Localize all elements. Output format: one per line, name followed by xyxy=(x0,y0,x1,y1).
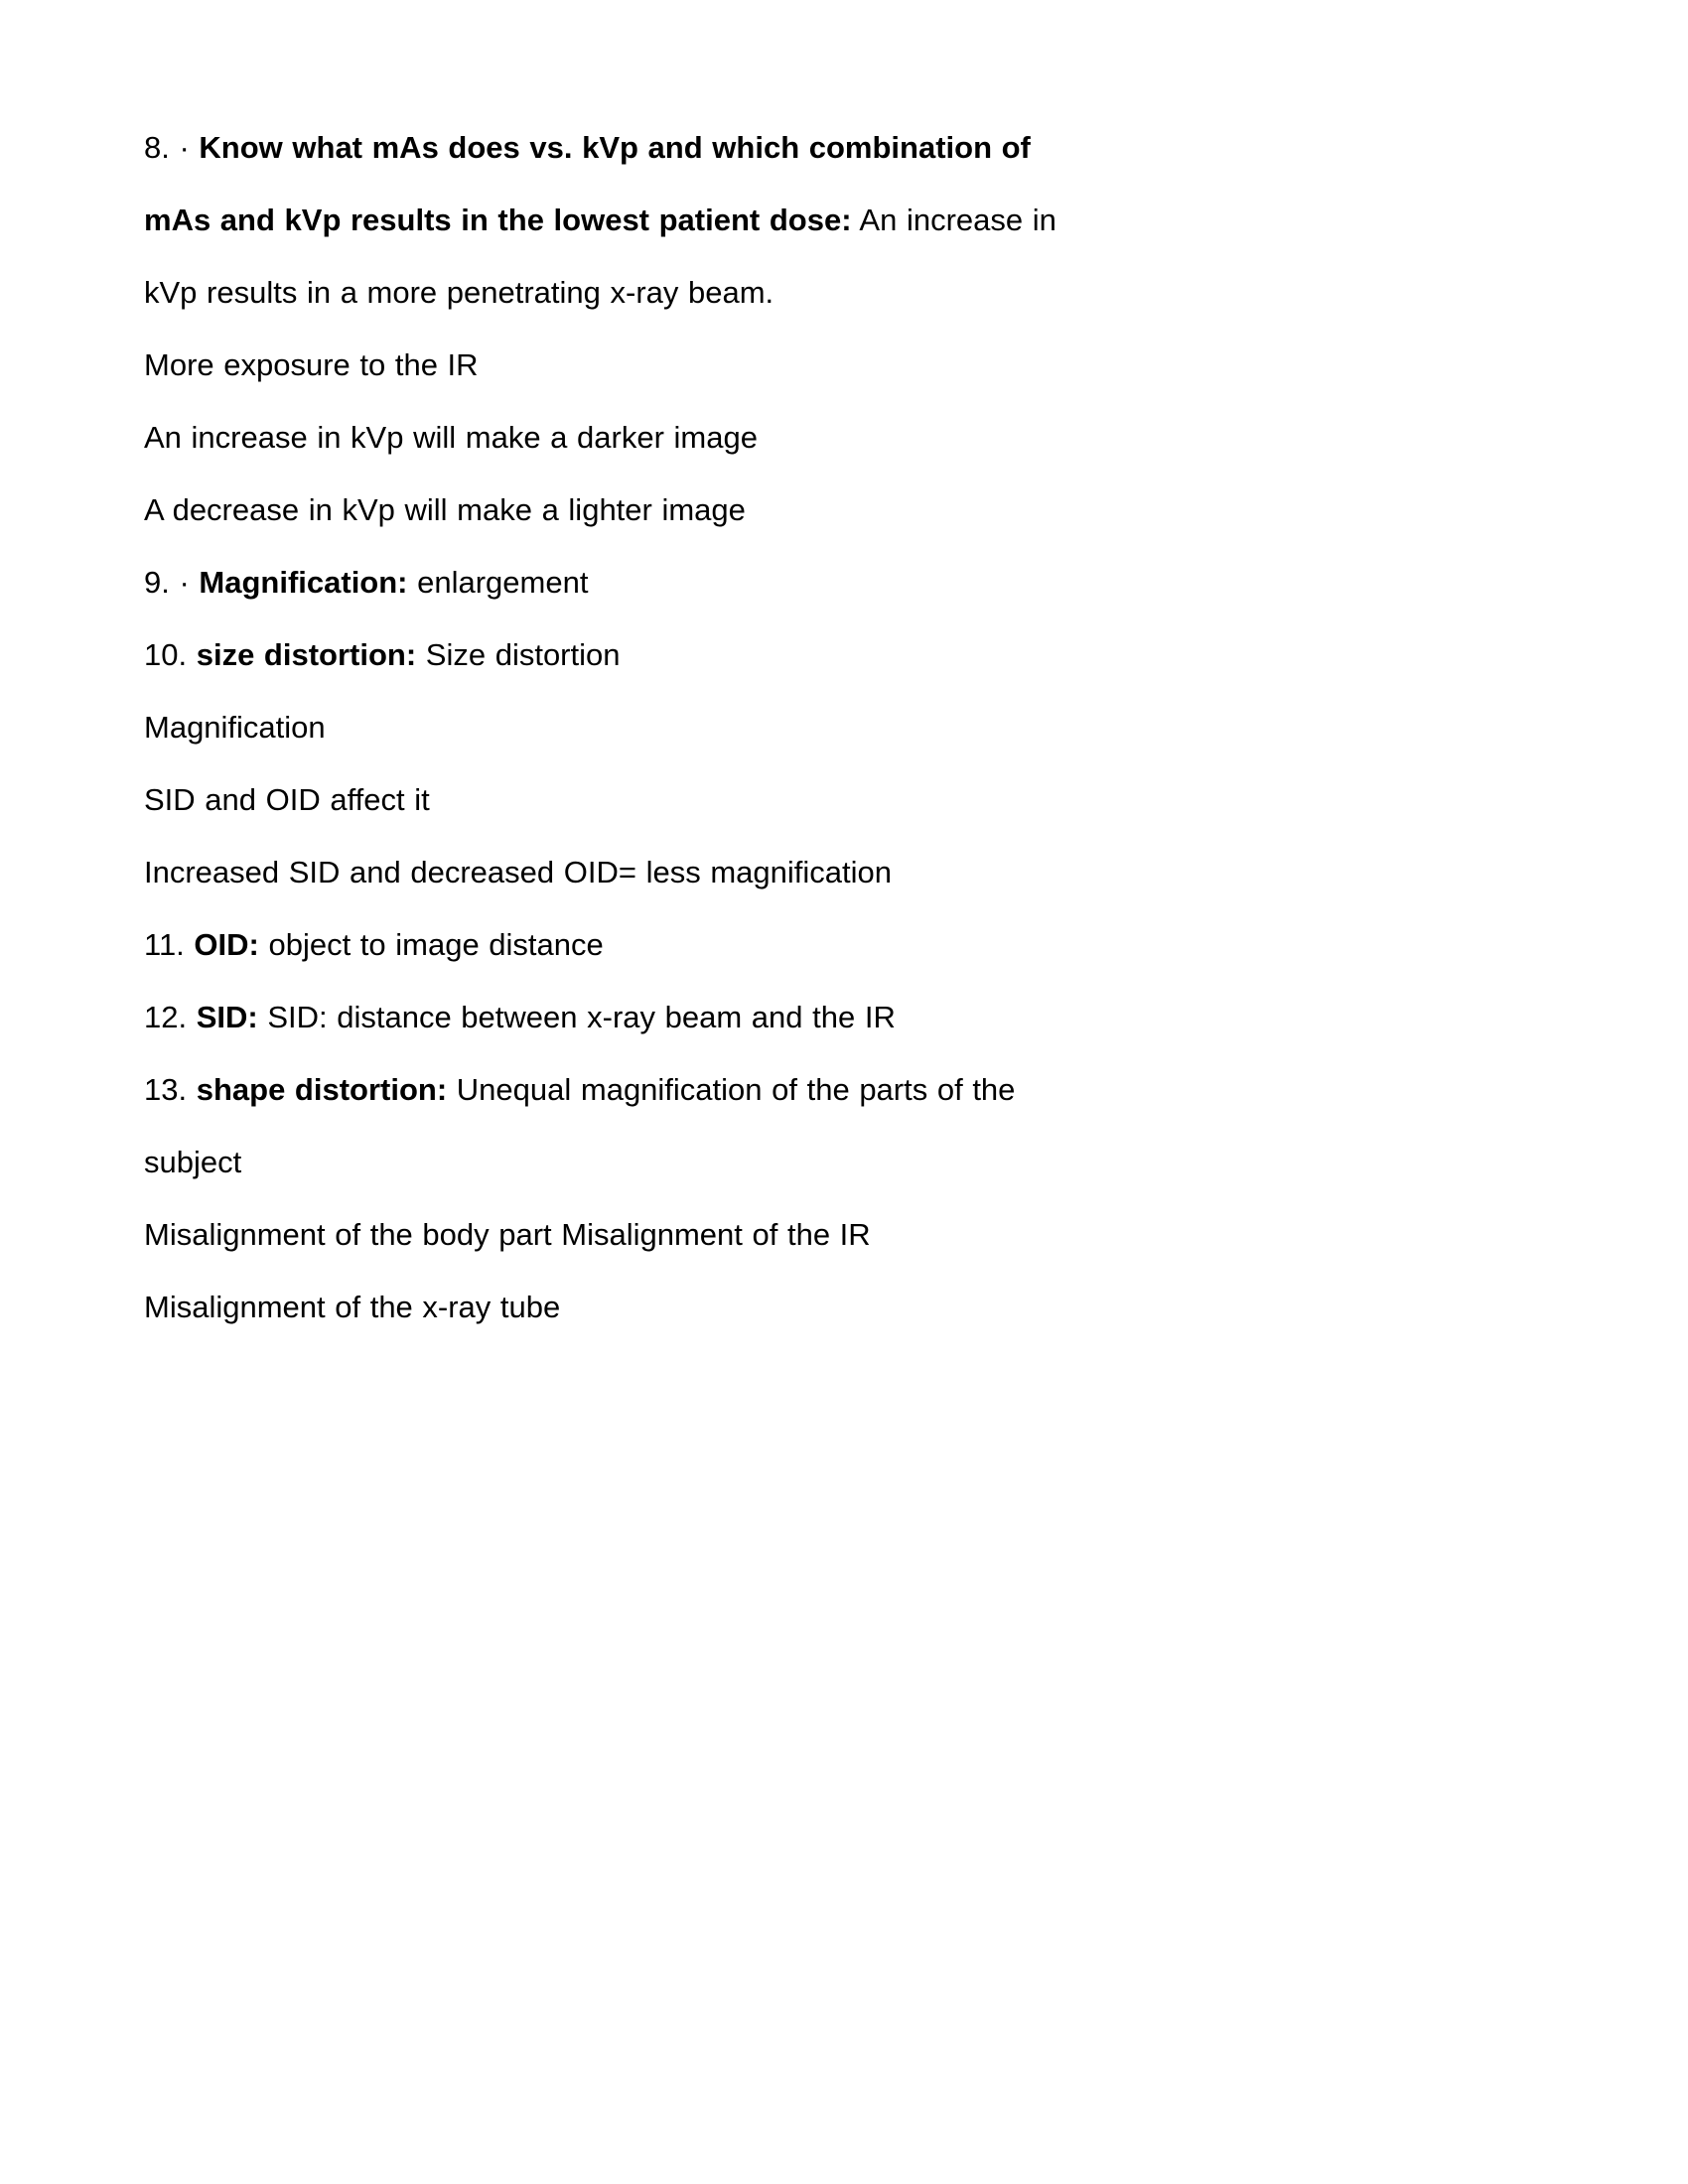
paragraph-item-13 xyxy=(144,1053,1057,1198)
paragraph-body xyxy=(144,474,1057,546)
paragraph-body xyxy=(144,836,1057,908)
body-text: Increased SID and decreased OID= less magnification xyxy=(144,855,892,889)
body-text: An increase in kVp will make a darker image xyxy=(144,420,758,455)
paragraph-body xyxy=(144,763,1057,836)
paragraph-body xyxy=(144,401,1057,474)
definition-text: An increase in kVp results in a more penetrating x-ray beam. xyxy=(144,203,1056,310)
paragraph-item-11 xyxy=(144,908,1057,981)
term-bold: SID: xyxy=(196,1000,258,1034)
body-text: More exposure to the IR xyxy=(144,347,479,382)
body-text: Misalignment of the body part Misalignment of the IR xyxy=(144,1217,871,1252)
paragraph-item-10 xyxy=(144,618,1057,691)
document-content xyxy=(144,111,1057,1343)
body-text: Magnification xyxy=(144,710,326,745)
paragraph-body xyxy=(144,691,1057,763)
term-bold: shape distortion: xyxy=(196,1072,448,1107)
term-bold: OID: xyxy=(194,927,259,962)
body-text: A decrease in kVp will make a lighter image xyxy=(144,492,746,527)
list-number: 13. xyxy=(144,1072,197,1107)
body-text: SID and OID affect it xyxy=(144,782,430,817)
paragraph-item-12 xyxy=(144,981,1057,1053)
list-number: 8. · xyxy=(144,130,200,165)
paragraph-item-9 xyxy=(144,546,1057,618)
term-bold: Know what mAs does vs. kVp and which combination of mAs and kVp results in the lowest patient dose: xyxy=(144,130,1031,237)
term-bold: size distortion: xyxy=(196,637,417,672)
paragraph-body xyxy=(144,329,1057,401)
list-number: 12. xyxy=(144,1000,197,1034)
definition-text: SID: distance between x-ray beam and the IR xyxy=(257,1000,896,1034)
list-number: 9. · xyxy=(144,565,200,600)
definition-text: Unequal magnification of the parts of the subject xyxy=(144,1072,1016,1179)
body-text: Misalignment of the x-ray tube xyxy=(144,1290,561,1324)
paragraph-item-8 xyxy=(144,111,1057,329)
definition-text: Size distortion xyxy=(416,637,621,672)
term-bold: Magnification: xyxy=(199,565,408,600)
definition-text: object to image distance xyxy=(258,927,604,962)
definition-text: enlargement xyxy=(407,565,589,600)
list-number: 11. xyxy=(144,927,195,962)
list-number: 10. xyxy=(144,637,197,672)
paragraph-body xyxy=(144,1198,1057,1271)
paragraph-body xyxy=(144,1271,1057,1343)
